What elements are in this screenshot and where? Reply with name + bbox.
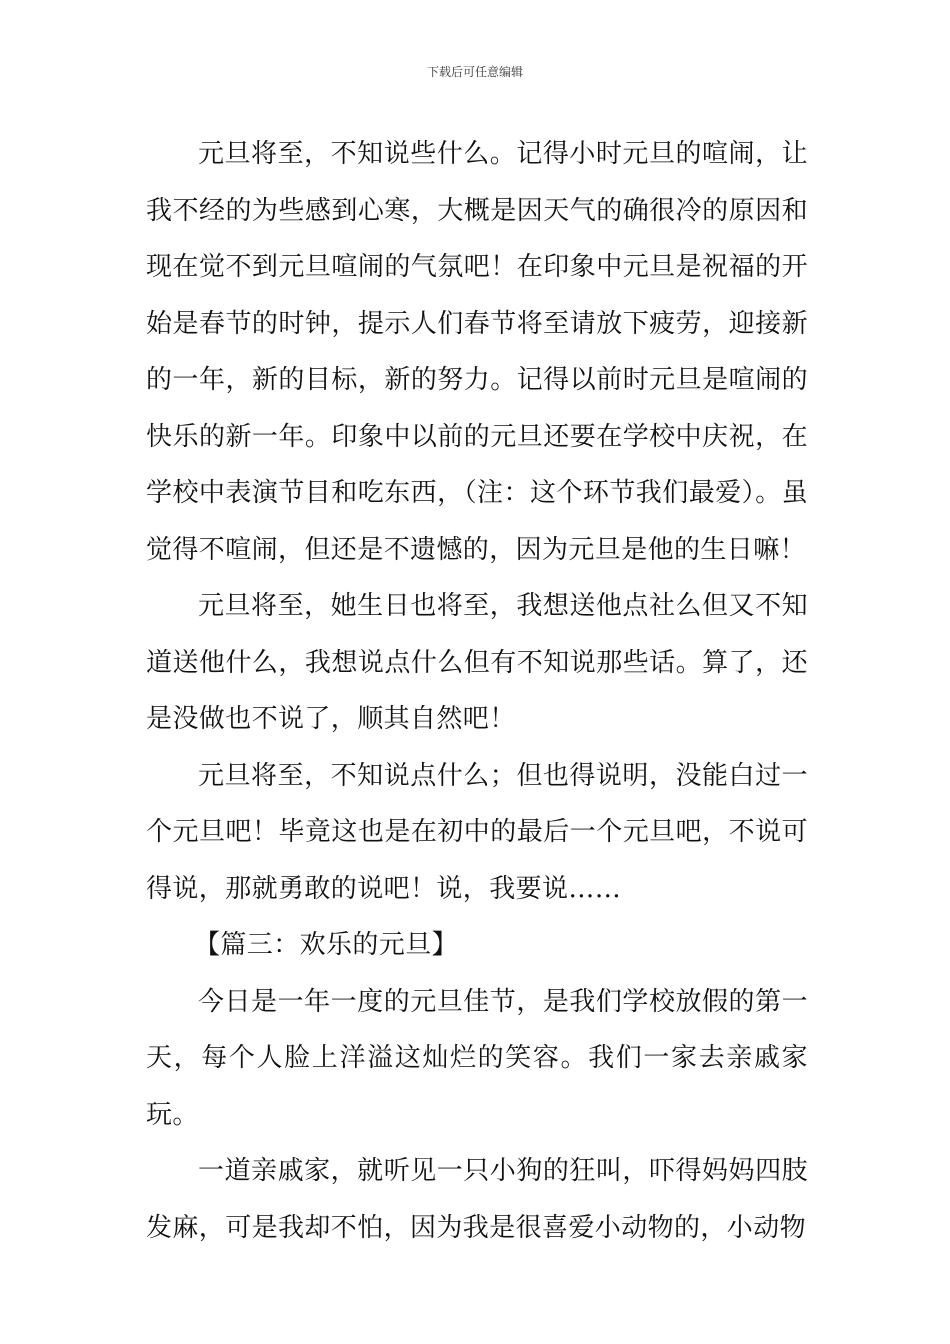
paragraph-2: 元旦将至，她生日也将至，我想送他点社么但又不知道送他什么，我想说点什么但有不知说那些话。算了，还是没做也不说了，顺其自然吧！ — [146, 591, 808, 734]
paragraph-5: 一道亲戚家，就听见一只小狗的狂叫，吓得妈妈四肢发麻，可是我却不怕，因为我是很喜爱小动物的，小动物 — [146, 1156, 808, 1243]
paragraph-1: 元旦将至，不知说些什么。记得小时元旦的喧闹，让我不经的为些感到心寒，大概是因天气的确很冷的原因和现在觉不到元旦喧闹的气氛吧！在印象中元旦是祝福的开始是春节的时钟，提示人们春节将至请放下疲劳，迎接新的一年，新的目标，新的努力。记得以前时元旦是喧闹的快乐的新一年。印象中以前的元旦还要在学校中庆祝，在学校中表演节目和吃东西，（注：这个环节我们最爱）。虽觉得不喧闹，但还是不遗憾的，因为元旦是他的生日嘛！ — [146, 139, 808, 565]
section-heading: 【篇三：欢乐的元旦】 — [194, 930, 459, 960]
paragraph-3: 元旦将至，不知说点什么；但也得说明，没能白过一个元旦吧！毕竟这也是在初中的最后一个元旦吧，不说可得说，那就勇敢的说吧！说，我要说…… — [146, 760, 808, 904]
page-header: 下载后可任意编辑 — [426, 65, 523, 79]
document-body — [146, 126, 808, 1256]
paragraph-4: 今日是一年一度的元旦佳节，是我们学校放假的第一天，每个人脸上洋溢这灿烂的笑容。我们一家去亲戚家玩。 — [146, 986, 808, 1130]
